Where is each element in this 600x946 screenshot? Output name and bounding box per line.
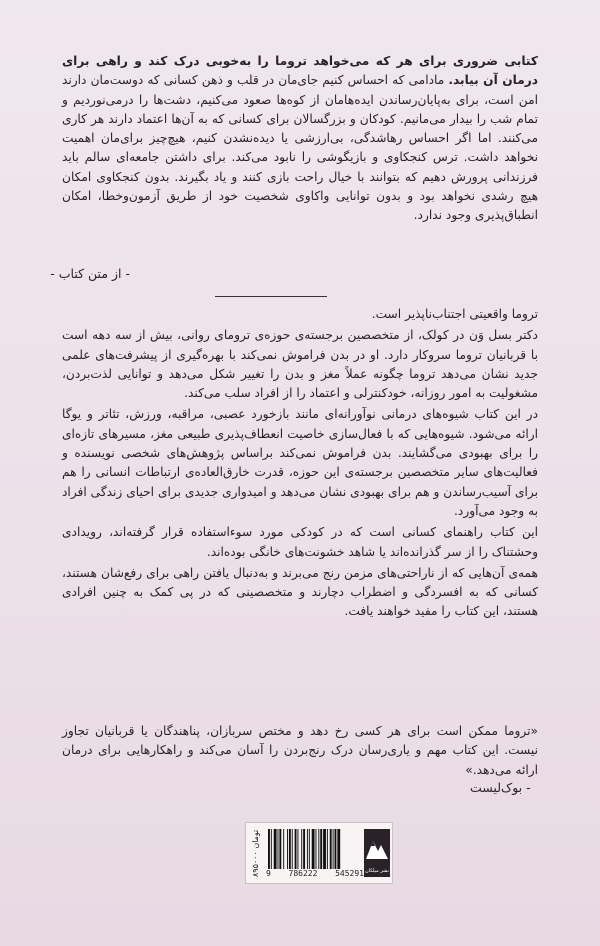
barcode-bar [309, 829, 310, 869]
description-paragraph-5: همه‌ی آن‌هایی که از ناراحتی‌های مزمن رنج می‌برند و به‌دنبال یافتن راهی برای رفع‌شان هستند، کسانی که به افسردگی و اضطراب دچارند و متخصصینی که در پی کمک به چنین افرادی هستند، این کتاب را مفید خواهند یافت. [62, 565, 538, 619]
barcode-bar [295, 829, 297, 869]
price-label: ۸۹۵۰۰۰ تومان [251, 829, 260, 877]
barcode-bar [292, 829, 293, 869]
review-quote-text: «تروما ممکن است برای هر کسی رخ دهد و مختص سربازان، پناهندگان یا قربانیان تجاوز نیست. این کتاب مهم و یاری‌رسان درک رنج‌بردن را آسان می‌کند و راهکارهایی برای درمان ارائه می‌دهد.» [62, 724, 538, 777]
barcode-bar [337, 829, 340, 869]
barcode-bar [318, 829, 319, 869]
barcode-bar [312, 829, 315, 869]
barcode-bar [301, 829, 302, 869]
barcode-bar [283, 829, 284, 869]
excerpt-source: - از متن کتاب - [50, 266, 130, 281]
barcode-panel [245, 822, 393, 884]
isbn-digit-group: 545291 [335, 869, 364, 878]
description-paragraph-1: تروما واقعیتی اجتناب‌ناپذیر است. [371, 307, 538, 321]
barcode-bar [307, 829, 308, 869]
publisher-logo [364, 829, 390, 877]
barcode-bar [330, 829, 332, 869]
description-paragraph-2: دکتر بسل وَن در کولک، از متخصصین برجسته‌ی حوزه‌ی ترومای روانی، بیش از سه دهه است با قربانیان تروما سروکار دارد. او در بدن فراموش نمی‌کند با بهره‌گیری از پیشرفت‌های علمی جدید نشان می‌دهد تروما چگونه عملاً مغز و بدن را تغییر شکل می‌دهد و توانایی لذت‌بردن، مشغولیت به امور روزانه، خودکنترلی و اعتماد را از افراد سلب می‌کند. [62, 328, 538, 401]
barcode-bar [287, 829, 288, 869]
excerpt-text: مادامی که احساس کنیم جای‌مان در قلب و ذهن کسانی که دوست‌مان دارند امن است، برای به‌پایان‌رساندن ایده‌هامان از کوه‌ها صعود می‌کنیم، دشت‌ها را درمی‌نوردیم و تمام شب را بیدار می‌مانیم. کودکان و بزرگسالان برای کسانی که به آن‌ها اعتماد دارند هر کاری می‌کنند. اما اگر احساس رهاشدگی، بی‌ارزشی یا دیده‌نشدن کنیم، هیچ‌چیز برای‌مان اهمیت نخواهد داشت. ترس کنجکاوی و بازیگوشی را نابود می‌کند. برای داشتن جامعه‌ای سالم باید فرزندانی پرورش دهیم که بتوانند با خیال راحت بازی کنند و یاد بگیرند. بدون کنجکاوی امکان هیچ رشدی نخواهد بود و بدون توانایی واکاوی شخصیت خود از طریق آزمون‌وخطا، امکان انطباق‌پذیری وجود ندارد. [62, 73, 538, 223]
isbn-digit-group: 786222 [288, 869, 318, 878]
barcode-bar [279, 829, 281, 869]
barcode-bar [316, 829, 317, 869]
opening-excerpt [62, 52, 538, 226]
section-divider [215, 296, 327, 297]
description-paragraph-4: این کتاب راهنمای کسانی است که در کودکی مورد سوءاستفاده قرار گرفته‌اند، رویدادی وحشتناک را از سر گذرانده‌اند یا شاهد خشونت‌های خانگی بوده‌اند. [62, 525, 538, 559]
review-source: - بوک‌لیست [470, 780, 531, 795]
barcode-bar [327, 829, 328, 869]
review-quote [62, 722, 538, 780]
book-description [62, 305, 538, 624]
isbn-digits [266, 869, 364, 878]
barcode-bar [274, 829, 277, 869]
barcode-bar [333, 829, 334, 869]
mountains-icon [364, 833, 390, 861]
barcode-bar [278, 829, 279, 869]
barcode-bar [289, 829, 291, 869]
barcode-bar [297, 829, 298, 869]
barcode-bar [335, 829, 337, 869]
barcode-bar [323, 829, 326, 869]
publisher-name: نشر میلکان [365, 868, 389, 874]
barcode-bar [271, 829, 272, 869]
barcode-bar [320, 829, 322, 869]
isbn-digit-group: 9 [266, 869, 271, 878]
barcode-bar [303, 829, 305, 869]
barcode-icon [268, 829, 362, 869]
barcode-bar [268, 829, 270, 869]
description-paragraph-3: در این کتاب شیوه‌های درمانی نوآورانه‌ای مانند بازخورد عصبی، مراقبه، ورزش، تئاتر و یوگا ارائه می‌شود. شیوه‌هایی که با فعال‌سازی خاصیت انعطاف‌پذیری طبیعی مغز، مسیرهای تازه‌ای را برای بهبودی می‌گشایند. بدن فراموش نمی‌کند براساس پژوهش‌های شخصی نویسنده و فعالیت‌های سایر متخصصین برجسته‌ی این حوزه، قدرت خارق‌العاده‌ی ارتباطات انسانی را هم برای آسیب‌رساندن و هم برای بهبودی نشان می‌دهد و امیدواری جدیدی برای احیای زندگی افراد به وجود می‌آورد. [62, 407, 538, 518]
excerpt-lead: کتابی ضروری برای هر که می‌خواهد تروما را به‌خوبی درک کند و راهی برای درمان آن بیابد. [62, 54, 539, 88]
